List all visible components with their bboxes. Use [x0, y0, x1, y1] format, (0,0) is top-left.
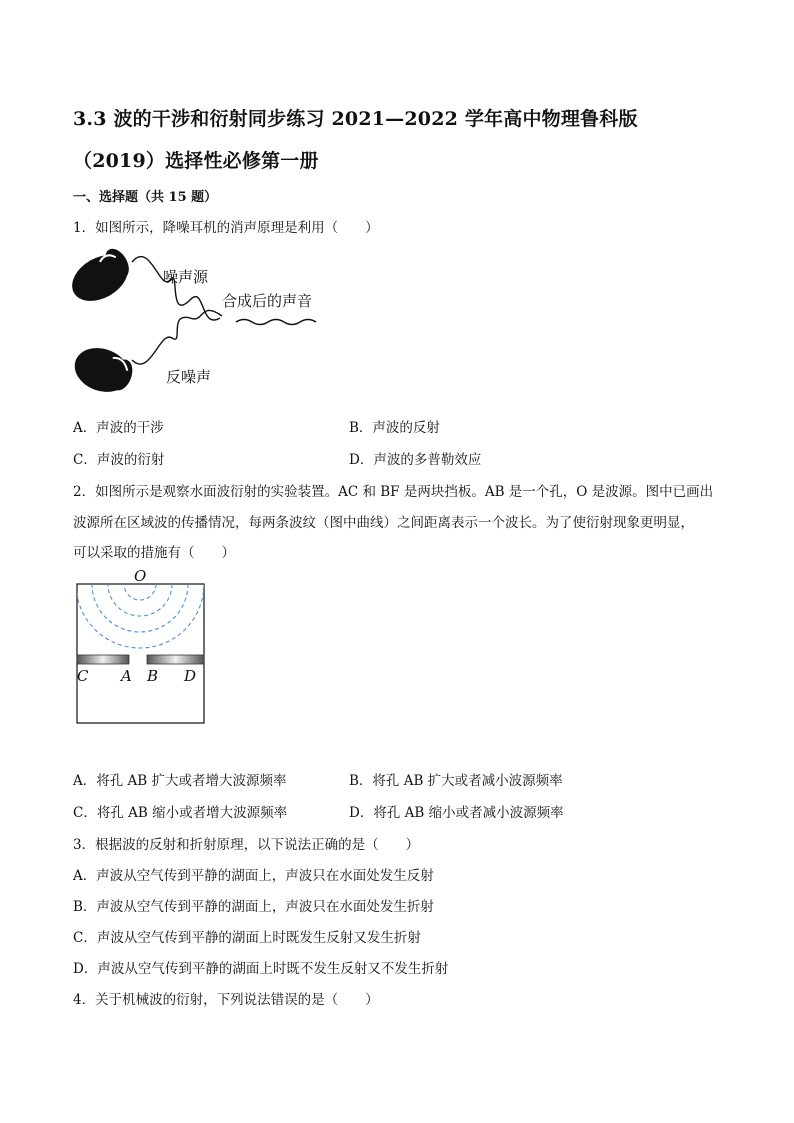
barrier-ca [77, 655, 129, 664]
label-c: C [77, 667, 89, 685]
q1-option-b: B．声波的反射 [349, 420, 440, 436]
label-combined-sound: 合成后的声音 [222, 292, 313, 310]
q1-option-a: A．声波的干涉 [73, 420, 164, 436]
label-d: D [184, 667, 197, 685]
q3-option-b: B．声波从空气传到平静的湖面上，声波只在水面处发生折射 [73, 899, 434, 915]
q3-stem: 3．根据波的反射和折射原理，以下说法正确的是（ ） [73, 837, 420, 853]
label-noise-source: 噪声源 [163, 268, 209, 286]
label-o: O [134, 567, 147, 585]
q2-option-b: B．将孔 AB 扩大或者减小波源频率 [349, 773, 563, 789]
q3-option-d: D．声波从空气传到平静的湖面上时既不发生反射又不发生折射 [73, 961, 449, 977]
earphone-bottom-icon [69, 341, 138, 400]
doc-title-line2: （2019）选择性必修第一册 [73, 150, 319, 172]
q1-option-d: D．声波的多普勒效应 [349, 452, 482, 468]
q2-stem-line2: 波源所在区域波的传播情况，每两条波纹（图中曲线）之间距离表示一个波长。为了使衍射现象更明显， [73, 515, 694, 531]
q2-option-c: C．将孔 AB 缩小或者增大波源频率 [73, 805, 288, 821]
q2-stem-line1: 2．如图所示是观察水面波衍射的实验装置。AC 和 BF 是两块挡板。AB 是一个孔，O 是波源。图中已画出 [73, 484, 714, 500]
q1-option-c: C．声波的衍射 [73, 452, 165, 468]
q4-stem: 4．关于机械波的衍射，下列说法错误的是（ ） [73, 992, 379, 1008]
section-heading: 一、选择题（共 15 题） [73, 190, 218, 205]
label-anti-noise: 反噪声 [166, 368, 212, 386]
q3-option-c: C．声波从空气传到平静的湖面上时既发生反射又发生折射 [73, 930, 421, 946]
q1-stem: 1．如图所示，降噪耳机的消声原理是利用（ ） [73, 220, 379, 236]
earphone-top-icon [64, 245, 138, 311]
label-a: A [121, 667, 132, 685]
doc-title-line1: 3.3 波的干涉和衍射同步练习 2021—2022 学年高中物理鲁科版 [73, 108, 638, 130]
label-b: B [147, 667, 159, 685]
barrier-bd [147, 655, 204, 664]
anti-noise-wave [132, 310, 222, 364]
combined-wave [236, 320, 316, 325]
q3-option-a: A．声波从空气传到平静的湖面上，声波只在水面处发生反射 [73, 868, 434, 884]
q2-option-a: A．将孔 AB 扩大或者增大波源频率 [73, 773, 287, 789]
tank-outline [77, 584, 204, 723]
q2-stem-line3: 可以采取的措施有（ ） [73, 545, 235, 561]
q2-option-d: D．将孔 AB 缩小或者减小波源频率 [349, 805, 564, 821]
